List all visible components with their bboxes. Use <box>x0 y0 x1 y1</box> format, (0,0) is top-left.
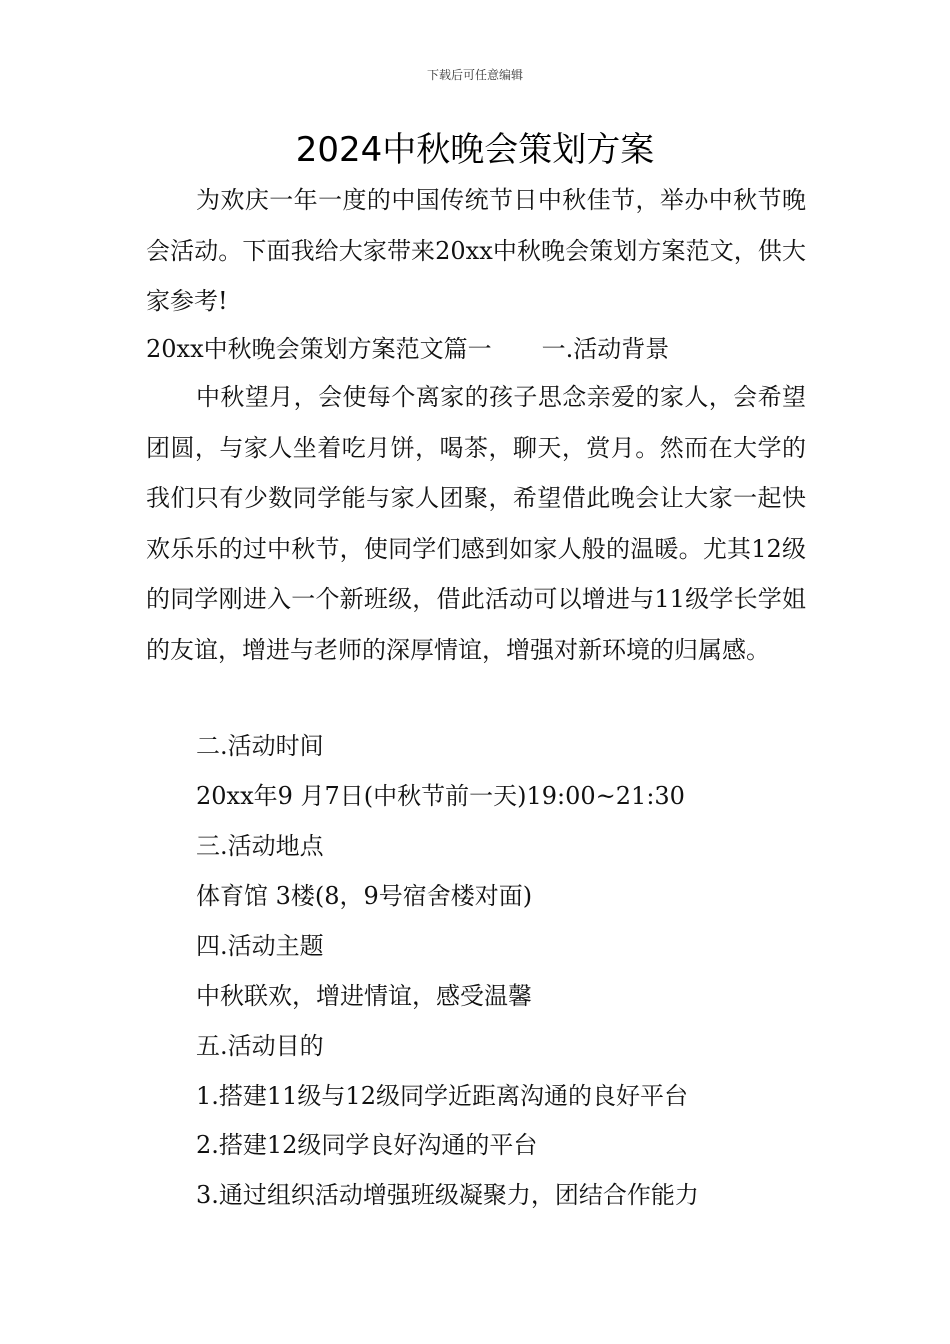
section-heading <box>146 324 669 374</box>
intro-paragraph: 为欢庆一年一度的中国传统节日中秋佳节，举办中秋节晚会活动。下面我给大家带来20xx中秋晚会策划方案范文，供大家参考! <box>146 186 806 315</box>
background-paragraph: 中秋望月，会使每个离家的孩子思念亲爱的家人，会希望团圆，与家人坐着吃月饼，喝茶，聊天，赏月。然而在大学的我们只有少数同学能与家人团聚，希望借此晚会让大家一起快欢乐乐的过中秋节，使同学们感到如家人般的温暖。尤其12级的同学刚进入一个新班级，借此活动可以增进与11级学长学姐的友谊，增进与老师的深厚情谊，增强对新环境的归属感。 <box>146 383 806 664</box>
place-heading: 三.活动地点 <box>196 832 324 860</box>
page-header-note: 下载后可任意编辑 <box>426 68 523 82</box>
purpose-item: 1.搭建11级与12级同学近距离沟通的良好平台 <box>196 1082 688 1110</box>
time-heading: 二.活动时间 <box>196 732 324 760</box>
purpose-item: 2.搭建12级同学良好沟通的平台 <box>196 1131 538 1159</box>
place-value: 体育馆 3楼(8，9号宿舍楼对面) <box>196 882 533 910</box>
theme-value: 中秋联欢，增进情谊，感受温馨 <box>196 982 532 1010</box>
purpose-item: 3.通过组织活动增强班级凝聚力，团结合作能力 <box>196 1181 699 1209</box>
section-heading-title: 20xx中秋晚会策划方案范文篇一 <box>146 335 492 363</box>
time-value: 20xx年9 月7日(中秋节前一天)19:00~21:30 <box>196 782 685 810</box>
theme-heading: 四.活动主题 <box>196 932 324 960</box>
purpose-heading: 五.活动目的 <box>196 1032 324 1060</box>
document-title: 2024中秋晚会策划方案 <box>295 130 655 170</box>
background-heading: 一.活动背景 <box>541 335 670 363</box>
